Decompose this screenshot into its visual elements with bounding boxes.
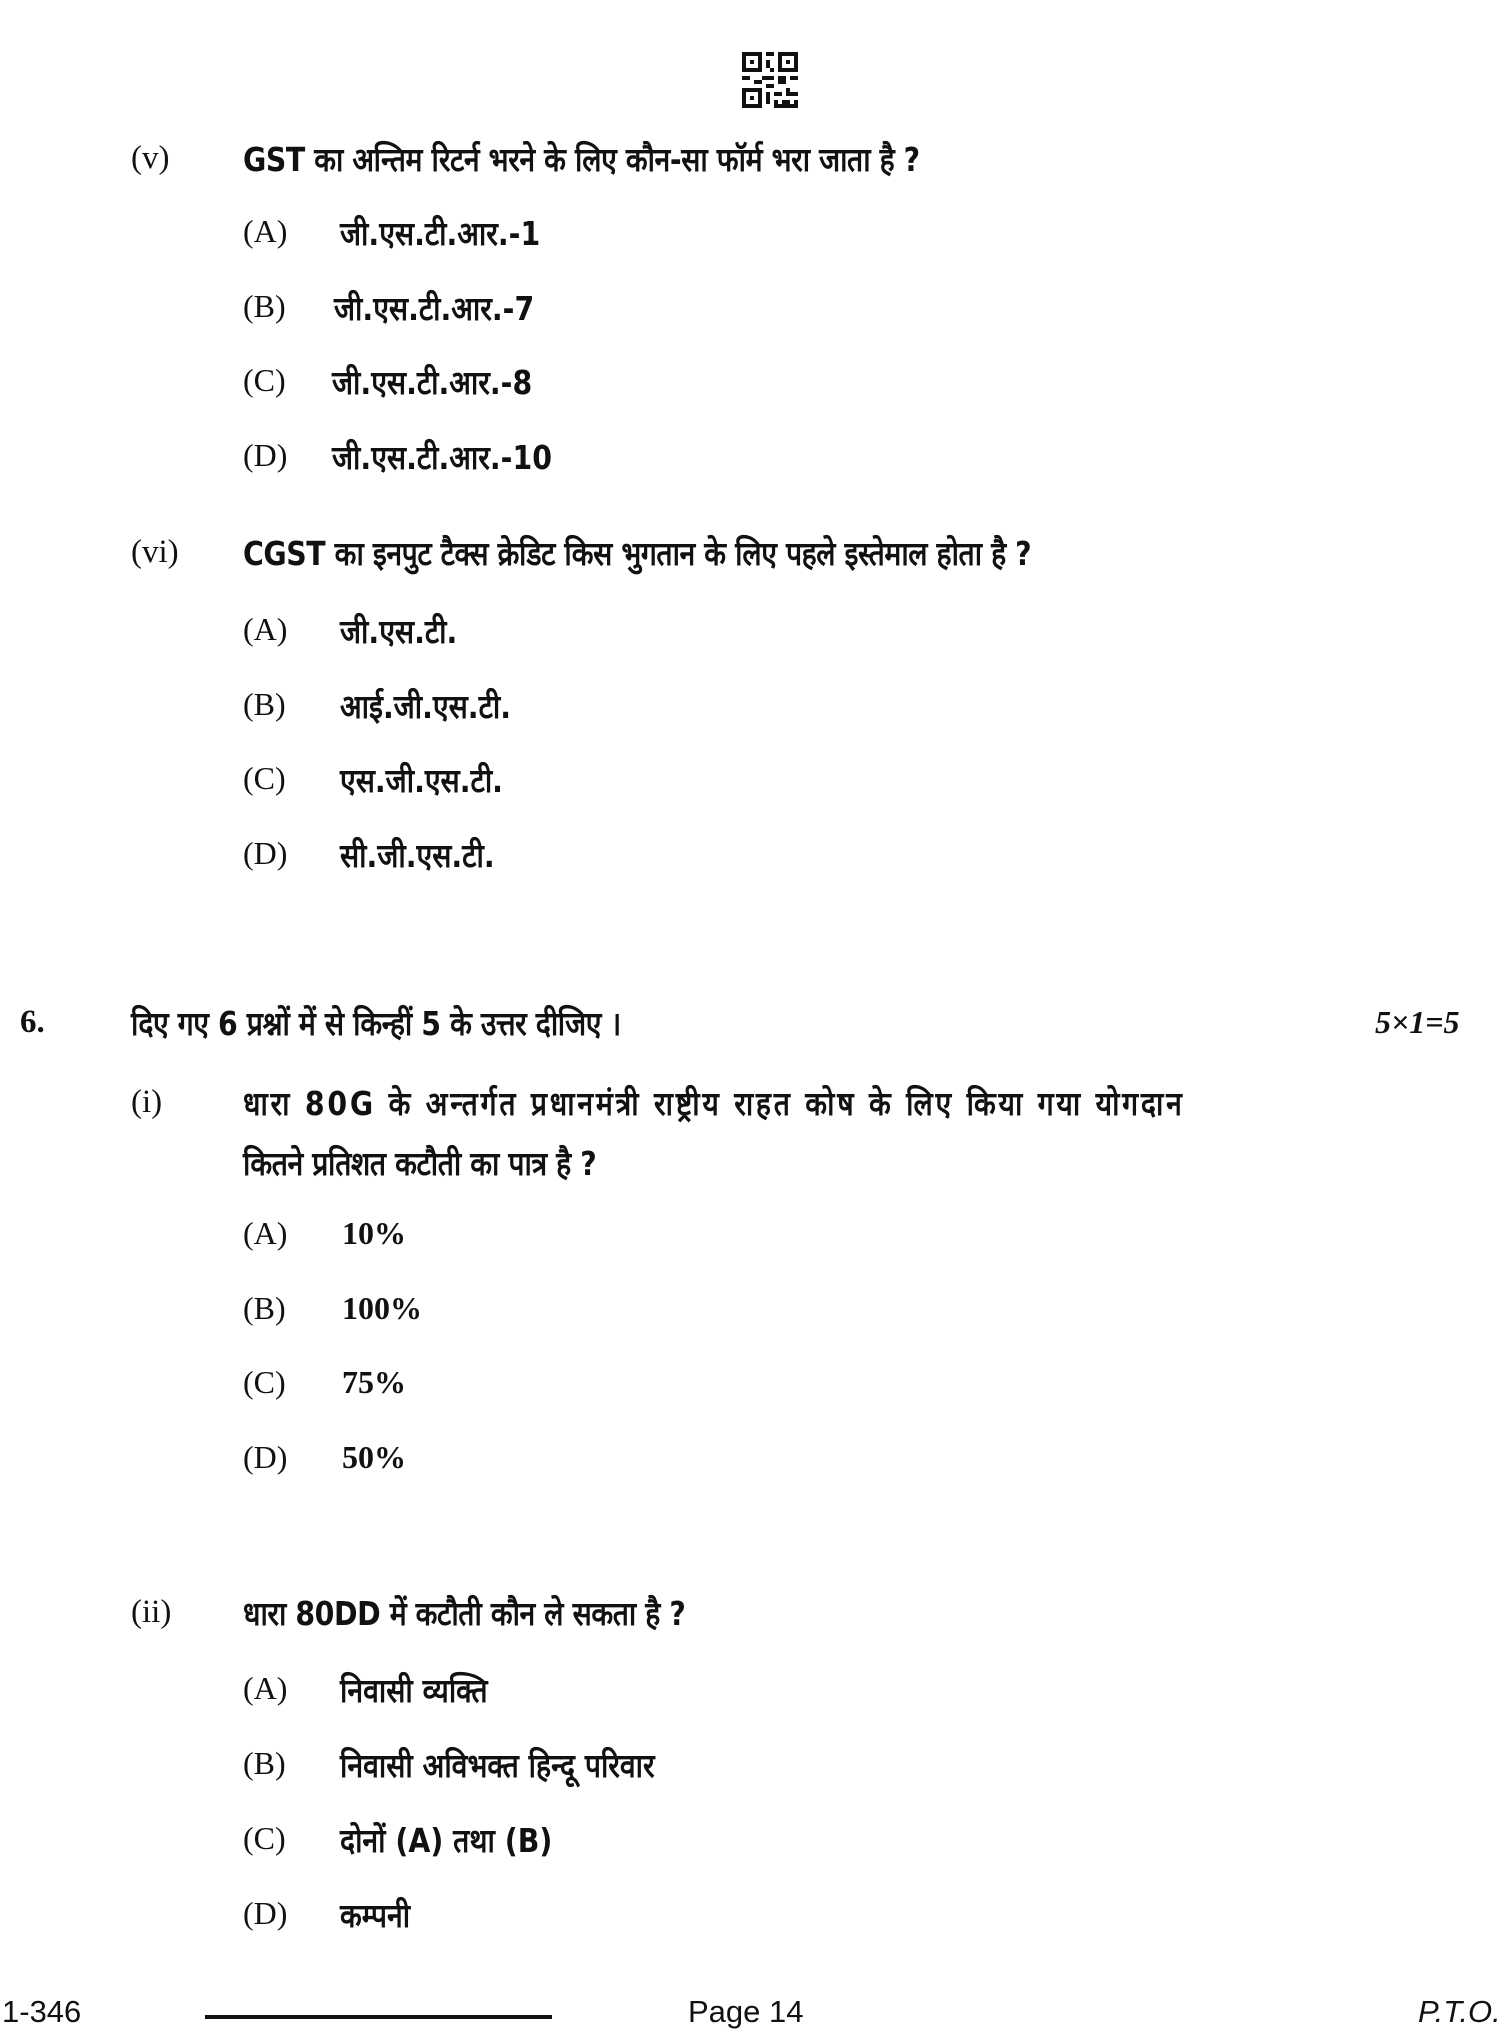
option-label: (B) xyxy=(243,288,286,324)
question-text-line1: धारा 80G के अन्तर्गत प्रधानमंत्री राष्ट्रीय राहत कोष के लिए किया गया योगदान xyxy=(243,1084,1185,1123)
option-label: (A) xyxy=(243,1215,288,1251)
option-text: सी.जी.एस.टी. xyxy=(340,836,495,875)
option-label: (D) xyxy=(243,835,288,871)
option-label: (A) xyxy=(243,1670,288,1706)
question-number: (v) xyxy=(131,140,170,176)
option-text: जी.एस.टी.आर.-8 xyxy=(332,363,533,402)
option-text: निवासी अविभक्त हिन्दू परिवार xyxy=(340,1746,655,1785)
footer-rule xyxy=(205,2015,552,2019)
question-text: GST का अन्तिम रिटर्न भरने के लिए कौन-सा फॉर्म भरा जाता है ? xyxy=(243,140,920,179)
option-text: जी.एस.टी.आर.-1 xyxy=(340,214,541,253)
option-text: 10% xyxy=(342,1215,406,1251)
option-label: (B) xyxy=(243,1290,286,1326)
option-text: दोनों (A) तथा (B) xyxy=(340,1821,553,1860)
option-label: (C) xyxy=(243,1820,286,1856)
option-text: कम्पनी xyxy=(340,1896,411,1935)
question-text-line2: कितने प्रतिशत कटौती का पात्र है ? xyxy=(243,1144,597,1183)
option-label: (C) xyxy=(243,1364,286,1400)
option-label: (C) xyxy=(243,760,286,796)
question-text: धारा 80DD में कटौती कौन ले सकता है ? xyxy=(243,1594,686,1633)
question-number: (i) xyxy=(131,1084,163,1120)
option-label: (B) xyxy=(243,1745,286,1781)
qr-code-icon xyxy=(742,52,798,108)
option-label: (A) xyxy=(243,611,288,647)
option-text: जी.एस.टी.आर.-10 xyxy=(332,438,552,477)
paper-code: 1-346 xyxy=(2,1994,82,2029)
option-text: आई.जी.एस.टी. xyxy=(340,687,512,726)
option-label: (D) xyxy=(243,1895,288,1931)
option-text: जी.एस.टी. xyxy=(340,612,458,651)
section-number: 6. xyxy=(20,1004,45,1040)
option-text: एस.जी.एस.टी. xyxy=(340,761,503,800)
section-marks: 5×1=5 xyxy=(1375,1004,1460,1040)
question-number: (vi) xyxy=(131,534,179,570)
option-text: 50% xyxy=(342,1439,406,1475)
option-text: जी.एस.टी.आर.-7 xyxy=(334,289,535,328)
option-label: (C) xyxy=(243,362,286,398)
section-instruction: दिए गए 6 प्रश्नों में से किन्हीं 5 के उत्तर दीजिए । xyxy=(131,1004,621,1043)
option-text: निवासी व्यक्ति xyxy=(340,1671,488,1710)
option-label: (D) xyxy=(243,1439,288,1475)
question-text: CGST का इनपुट टैक्स क्रेडिट किस भुगतान के लिए पहले इस्तेमाल होता है ? xyxy=(243,534,1032,573)
option-text: 75% xyxy=(342,1364,406,1400)
option-label: (B) xyxy=(243,686,286,722)
page-number: Page 14 xyxy=(688,1994,804,2029)
option-label: (D) xyxy=(243,437,288,473)
pto-label: P.T.O. xyxy=(1418,1994,1501,2029)
question-number: (ii) xyxy=(131,1594,172,1630)
option-label: (A) xyxy=(243,213,288,249)
option-text: 100% xyxy=(342,1290,422,1326)
